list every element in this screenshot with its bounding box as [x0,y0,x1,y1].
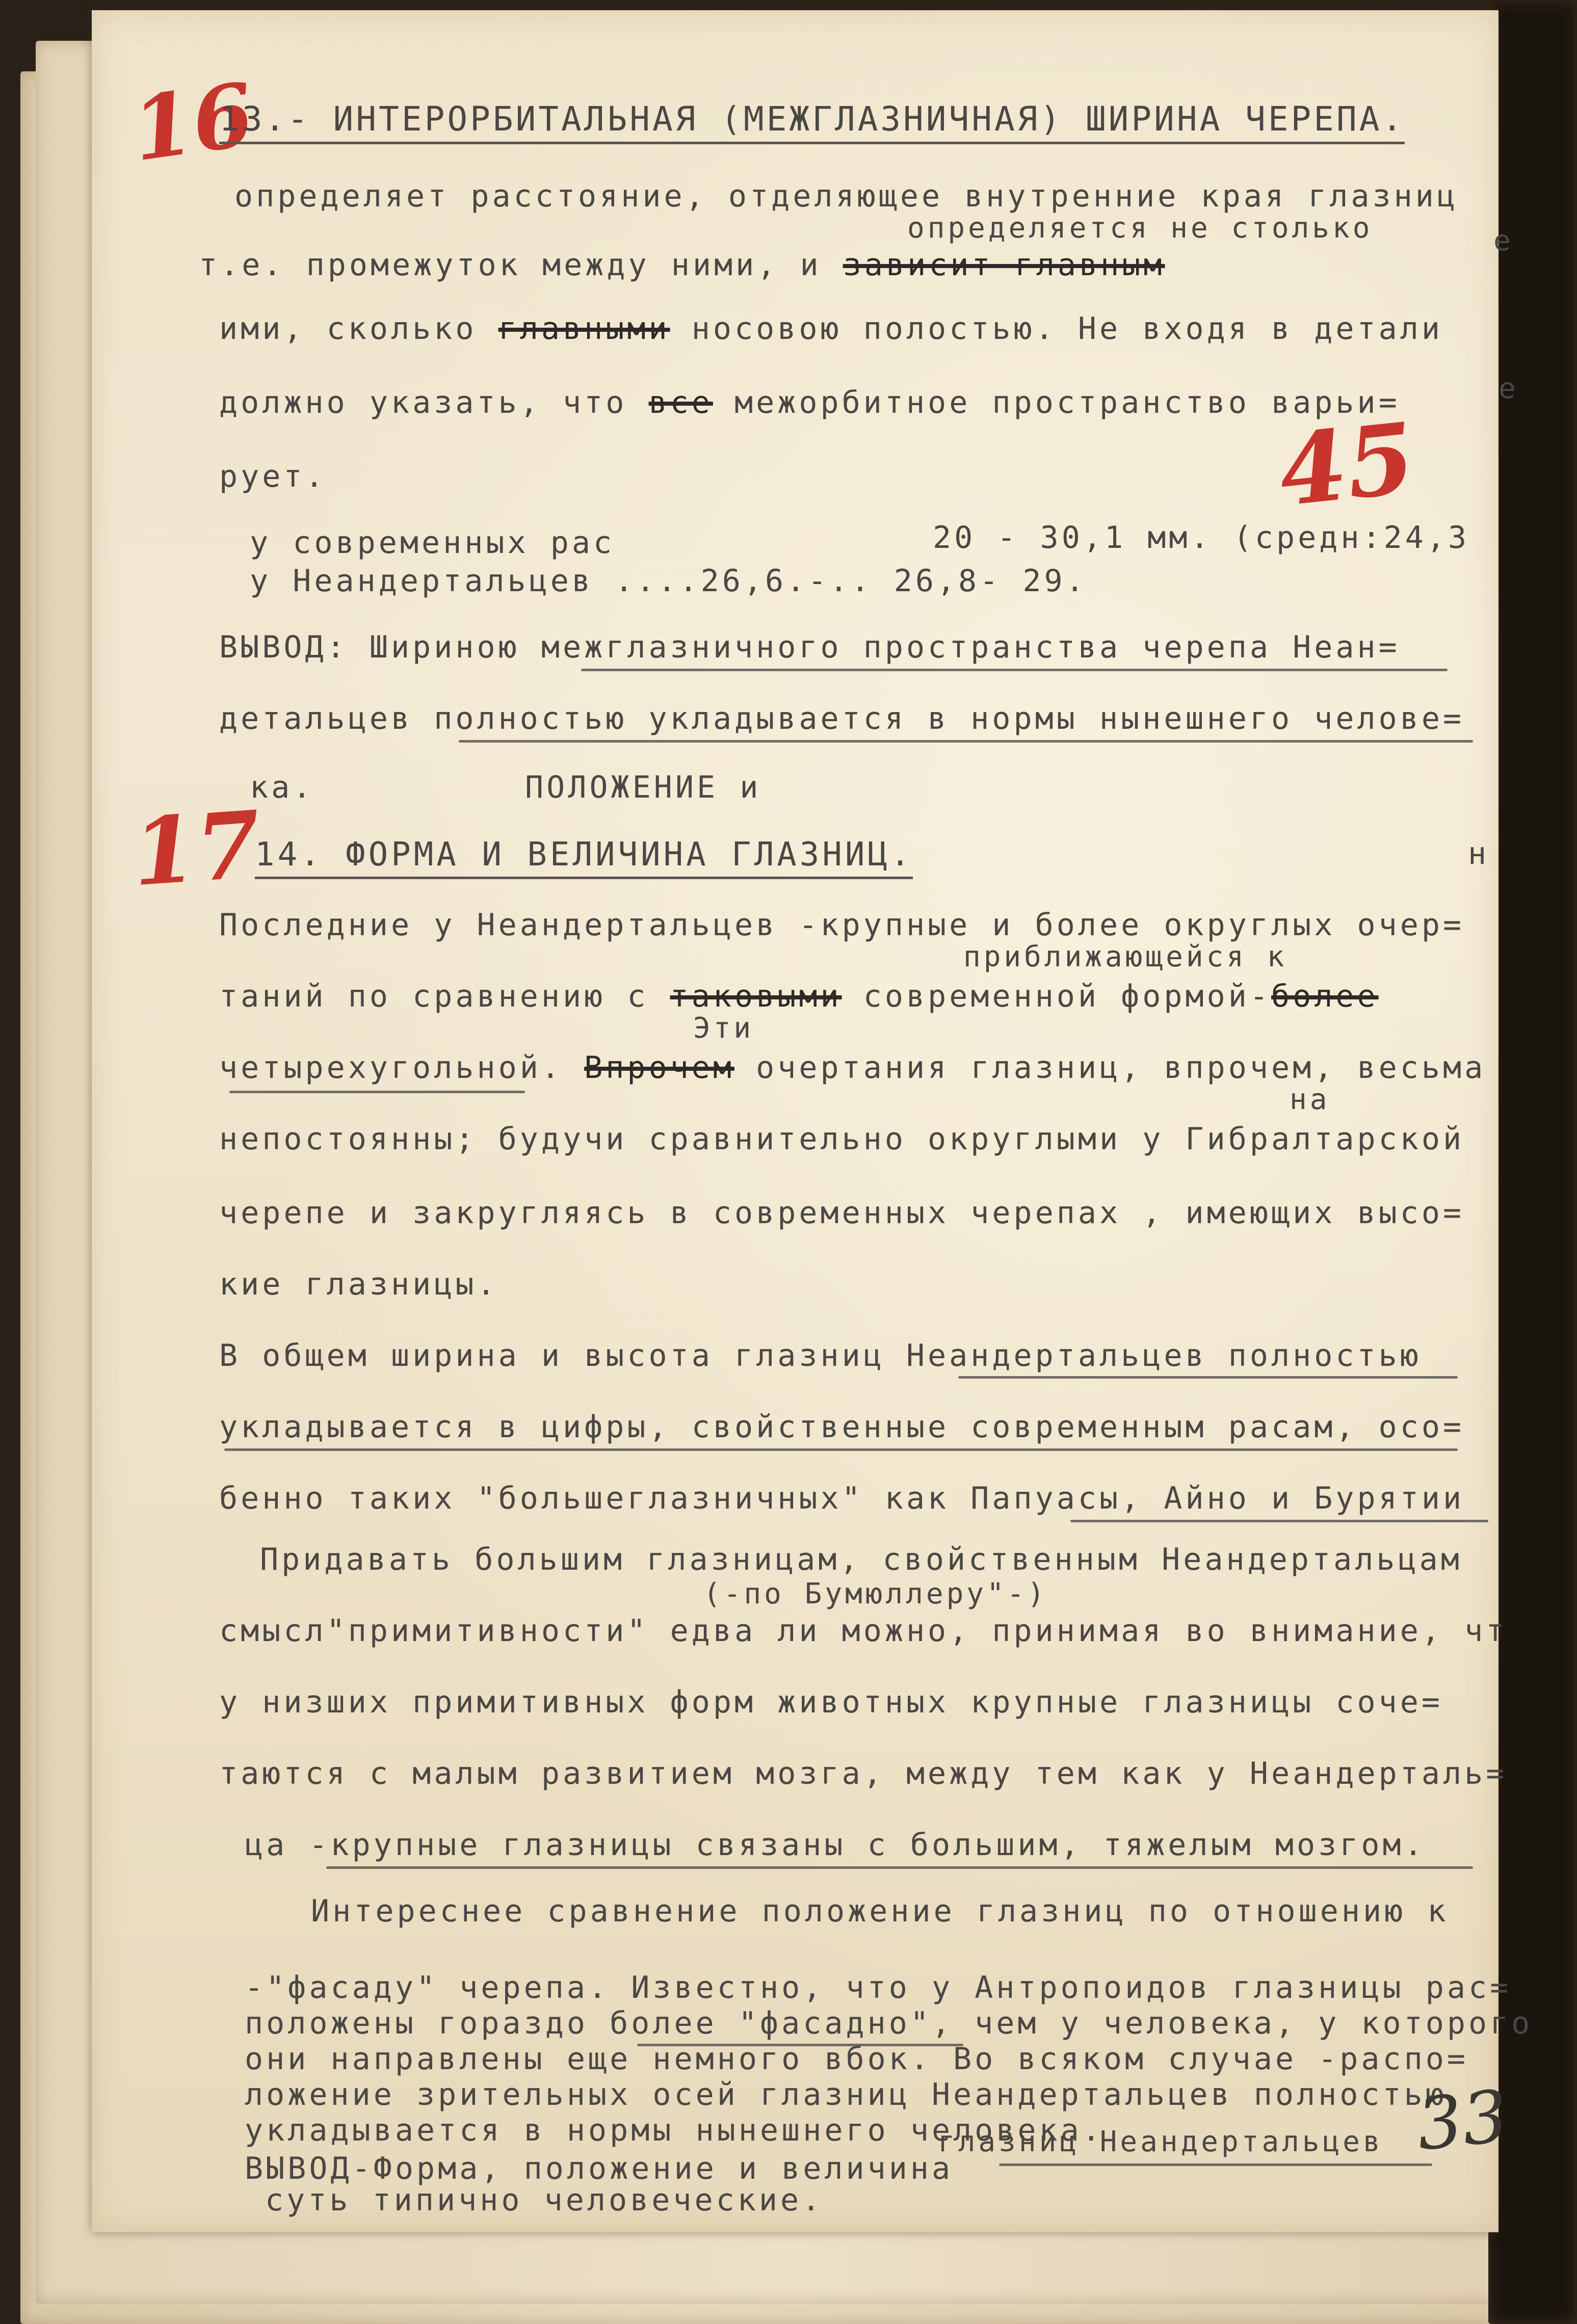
p13-line-4b: носовою полостью. Не входя в детали [691,311,1443,347]
underline-conclusion-13a [581,669,1448,671]
p13-line-4 [219,311,1443,347]
underline-p14b-3 [1070,1520,1488,1522]
underline-p14b-1 [958,1376,1458,1379]
p14c-line-1: Придавать большим глазницам, свойственным Неандертальцам [260,1542,1462,1577]
p14b-line-1: В общем ширина и высота глазниц Неандертальцев полностью [219,1338,1422,1374]
conclusion-13-line-1: ВЫВОД: Шириною межглазничного пространства черепа Неан= [219,629,1400,665]
edge-letter-h14: н [1468,836,1490,872]
section-13-heading: 13.- ИНТЕРОРБИТАЛЬНАЯ (МЕЖГЛАЗНИЧНАЯ) ШИРИНА ЧЕРЕПА. [219,99,1405,144]
p14a-line-5-struck: Впрочем [584,1050,734,1086]
p14a-line-3b: современной формой- [863,979,1272,1014]
document-page [92,10,1533,2232]
p14d-line-6: укладывается в нормы нынешнего человека. [245,2112,1103,2148]
insert-position: ПОЛОЖЕНИЕ и [525,770,761,805]
p14a-insert-3: на [1290,1083,1330,1116]
p14a-line-8: черепе и закругляясь в современных черепах , имеющих высо= [219,1195,1465,1231]
p13-line-5a: должно указать, что [219,385,627,420]
measure-row-2: у Неандертальцев ....26,6.-.. 26,8- 29. [250,563,1087,599]
p14a-insert-1: приближающейся к [963,940,1287,973]
p14a-line-3-struck: таковыми [670,979,842,1014]
measure-row-1-label: у современных рас [250,525,615,561]
p14a-line-3 [219,979,1379,1014]
conclusion-14-line-1: ВЫВОД-Форма, положение и величина [245,2151,954,2186]
p14b-line-3: бенно таких "большеглазничных" как Папуасы, Айно и Бурятии [219,1481,1465,1516]
p14a-line-3a: таний по сравнению с [219,979,649,1014]
p13-line-5b: межорбитное пространство варьи= [734,385,1400,420]
measure-row-1-values: 20 - 30,1 мм. (средн:24,3 [933,520,1470,556]
p13-line-6: рует. [219,459,327,494]
p13-line-3-text: т.е. промежуток между ними, и [199,247,822,283]
p14d-line-1: Интереснее сравнение положение глазниц по отношению к [311,1893,1449,1929]
p14d-line-2: -"фасаду" черепа. Известно, что у Антропоидов глазницы рас= [245,1970,1512,2005]
p14a-line-5b: очертания глазниц, впрочем, весьма [756,1050,1486,1086]
conclusion-14-line-2: суть типично человеческие. [265,2182,824,2218]
underline-p14b-2 [224,1448,1458,1451]
p14a-insert-2: Эти [693,1012,754,1045]
edge-letter-2: е [1499,372,1516,405]
edge-letter-1: е [1493,224,1511,257]
p14d-line-4: они направлены еще немного вбок. Во всяком случае -распо= [245,2041,1469,2077]
p14a-line-3-struck2: более [1271,979,1379,1014]
p14c-insert-1: (-по Бумюллеру"-) [703,1577,1048,1610]
p14b-line-2: укладывается в цифры, свойственные современным расам, осо= [219,1409,1465,1445]
margin-note-16: 16 [126,63,260,181]
p14d-line-5: ложение зрительных осей глазниц Неандертальцев полностью [245,2077,1447,2112]
p13-line-1: определяет расстояние, отделяющее внутренние края глазниц [234,178,1459,214]
p14a-line-5a: четырехугольной. [219,1050,563,1086]
conclusion-13-line-3: ка. [250,770,314,805]
p13-line-5-struck: все [648,385,713,420]
p14c-line-6: ца -крупные глазницы связаны с большим, тяжелым мозгом. [245,1827,1426,1863]
p14a-line-7: непостоянны; будучи сравнительно округлыми у Гибралтарской [219,1121,1465,1157]
p13-insert-1: определяется не столько [907,212,1373,245]
underline-p14a [229,1091,525,1093]
underline-conclusion-13b [459,740,1473,743]
p13-line-3-struck: зависит главным [843,247,1165,283]
p13-line-5 [219,385,1400,420]
p14c-line-3: смысл"примитивности" едва ли можно, принимая во внимание, чт [219,1613,1508,1649]
p14d-line-3: положены гораздо более "фасадно", чем у человека, у которого [245,2005,1533,2041]
section-14-heading: 14. ФОРМА И ВЕЛИЧИНА ГЛАЗНИЦ. [255,836,913,879]
margin-note-17: 17 [128,790,264,907]
p14a-line-1: Последние у Неандертальцев -крупные и более округлых очер= [219,907,1465,943]
page-number-33: 33 [1412,2075,1512,2167]
margin-note-45: 45 [1274,401,1420,529]
underline-conclusion-14 [999,2163,1432,2166]
p14c-line-4: у низших примитивных форм животных крупные глазницы соче= [219,1684,1443,1720]
conclusion-13-line-2: детальцев полностью укладывается в нормы нынешнего челове= [219,701,1465,736]
p13-line-4-struck: главными [498,311,670,347]
p14a-line-9: кие глазницы. [219,1266,498,1302]
p14a-line-5 [219,1050,1486,1086]
p14c-line-5: таются с малым развитием мозга, между тем как у Неандерталь= [219,1756,1508,1791]
conclusion-14-insert: глазниц Неандертальцев [938,2125,1383,2158]
p13-line-3 [199,247,1165,283]
underline-p14c [326,1866,1473,1869]
p13-line-4a: ими, сколько [219,311,477,347]
